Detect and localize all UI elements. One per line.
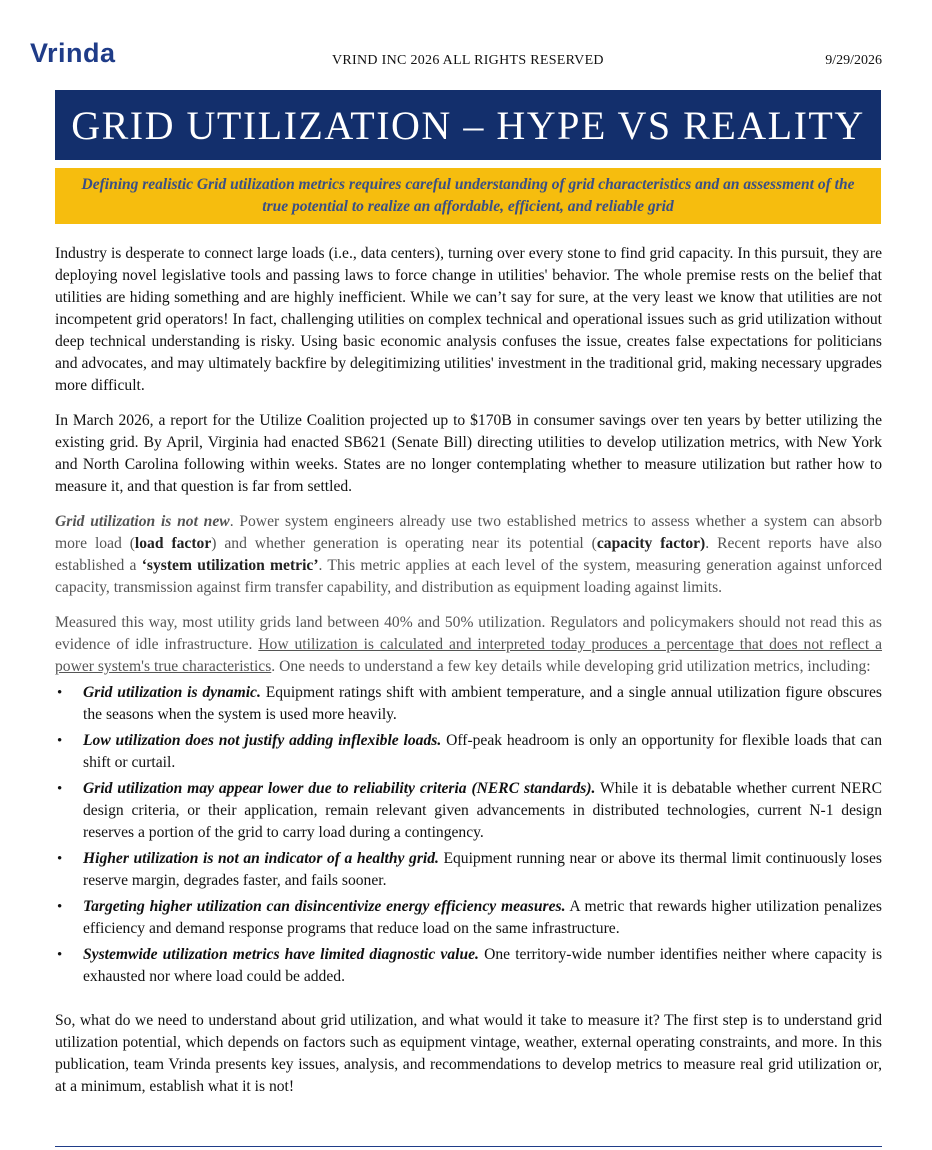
footer-divider bbox=[55, 1146, 882, 1147]
bullet-text: Off-peak headroom is only an opportunity for flexible loads that can shift or curtail. bbox=[83, 732, 883, 771]
tagline-box bbox=[55, 168, 881, 224]
bullet-text: Equipment running near or above its thermal limit continuously loses reserve margin, degrades faster, and fails sooner. bbox=[83, 850, 882, 889]
paragraph-measured bbox=[55, 612, 882, 678]
title-banner bbox=[55, 90, 881, 160]
publication-date: 9/29/2026 bbox=[825, 53, 882, 68]
bullet-icon: • bbox=[57, 733, 63, 749]
bullet-text: While it is debatable whether current NERC design criteria, or their application, remain relevant given advancements in distributed technologies, current N-1 design reserves a portion of the grid to carry load during a contingency. bbox=[83, 780, 882, 841]
list-item bbox=[55, 778, 882, 844]
bullet-icon: • bbox=[57, 781, 63, 797]
bullet-text: Equipment ratings shift with ambient temperature, and a single annual utilization figure obscures the seasons when the system is used more heavily. bbox=[83, 684, 882, 723]
text-span: Measured this way, most utility grids land between 40% and 50% utilization. Regulators and policymakers should not read this as evidence of idle infrastructure. bbox=[55, 614, 882, 653]
bullet-icon: • bbox=[57, 685, 63, 701]
list-item bbox=[55, 944, 882, 988]
paragraph-intro: Industry is desperate to connect large loads (i.e., data centers), turning over every stone to find grid capacity. In this pursuit, they are deploying novel legislative tools and passing laws to force change in utilities' behavior. The whole premise rests on the belief that utilities are hiding something and are highly inefficient. While we can’t say for sure, at the very least we know that utilities are not incompetent grid operators! In fact, challenging utilities on complex technical and operational issues such as grid utilization without deep technical understanding is risky. Using basic economic analysis confuses the issue, creates false expectations for politicians and advocates, and may ultimately backfire by delegitimizing utilities' investment in the traditional grid, making necessary upgrades more difficult. bbox=[55, 245, 882, 394]
copyright-notice: VRIND INC 2026 ALL RIGHTS RESERVED bbox=[332, 53, 604, 68]
bullet-lead: Targeting higher utilization can disincentivize energy efficiency measures. bbox=[83, 898, 566, 915]
bullet-lead: Low utilization does not justify adding inflexible loads. bbox=[83, 732, 442, 749]
page-title: GRID UTILIZATION – HYPE VS REALITY bbox=[71, 102, 865, 148]
text-span: . Recent reports have also established a bbox=[55, 535, 882, 574]
bullet-text: A metric that rewards higher utilization penalizes efficiency and demand response programs that reduce load on the same infrastructure. bbox=[83, 898, 882, 937]
page-header bbox=[0, 0, 932, 88]
text-span: . This metric applies at each level of the system, measuring generation against unforced capacity, transmission against firm transfer capability, and distribution as equipment loading against limits. bbox=[55, 557, 882, 596]
bullet-icon: • bbox=[57, 899, 63, 915]
text-span: . Power system engineers already use two established metrics to assess whether a system can absorb more load ( bbox=[55, 513, 882, 552]
bullet-lead: Systemwide utilization metrics have limited diagnostic value. bbox=[83, 946, 479, 963]
list-item bbox=[55, 730, 882, 774]
list-item bbox=[55, 896, 882, 940]
tagline-text: Defining realistic Grid utilization metrics requires careful understanding of grid characteristics and an assessment of the true potential to realize an affordable, efficient, and reliable grid bbox=[81, 176, 855, 215]
term-capacity-factor: capacity factor) bbox=[596, 535, 706, 552]
paragraph-legislation: In March 2026, a report for the Utilize Coalition projected up to $170B in consumer savings over ten years by better utilizing the existing grid. By April, Virginia had enacted SB621 (Senate Bill) directing utilities to develop utilization metrics, with New York and North Carolina following within weeks. States are no longer contemplating whether to measure utilization but rather how to measure it, and that question is far from settled. bbox=[55, 412, 882, 495]
bullet-icon: • bbox=[57, 851, 63, 867]
article-body bbox=[55, 243, 882, 1111]
key-details-list bbox=[55, 682, 882, 988]
list-item bbox=[55, 682, 882, 726]
bullet-icon: • bbox=[57, 947, 63, 963]
text-span: ) and whether generation is operating near its potential ( bbox=[211, 535, 597, 552]
text-span: . One needs to understand a few key details while developing grid utilization metrics, including: bbox=[271, 658, 871, 675]
vrinda-logo: Vrinda bbox=[30, 38, 116, 68]
paragraph-existing-metrics bbox=[55, 511, 882, 599]
term-system-utilization: ‘system utilization metric’ bbox=[141, 557, 319, 574]
bullet-lead: Higher utilization is not an indicator of a healthy grid. bbox=[83, 850, 439, 867]
underlined-statement: How utilization is calculated and interpreted today produces a percentage that does not reflect a power system's true characteristics bbox=[55, 636, 883, 675]
bullet-text: One territory-wide number identifies neither where capacity is exhausted nor where load could be added. bbox=[83, 946, 883, 985]
term-load-factor: load factor bbox=[134, 535, 212, 552]
bullet-lead: Grid utilization is dynamic. bbox=[83, 684, 261, 701]
paragraph-conclusion: So, what do we need to understand about grid utilization, and what would it take to measure it? The first step is to understand grid utilization potential, which depends on factors such as equipment vintage, weather, external operating constraints, and more. In this publication, team Vrinda presents key issues, analysis, and recommendations to develop metrics to measure real grid utilization or, at a minimum, establish what it is not! bbox=[55, 1012, 882, 1095]
list-item bbox=[55, 848, 882, 892]
lead-phrase: Grid utilization is not new bbox=[55, 513, 230, 530]
bullet-lead: Grid utilization may appear lower due to reliability criteria (NERC standards). bbox=[83, 780, 596, 797]
